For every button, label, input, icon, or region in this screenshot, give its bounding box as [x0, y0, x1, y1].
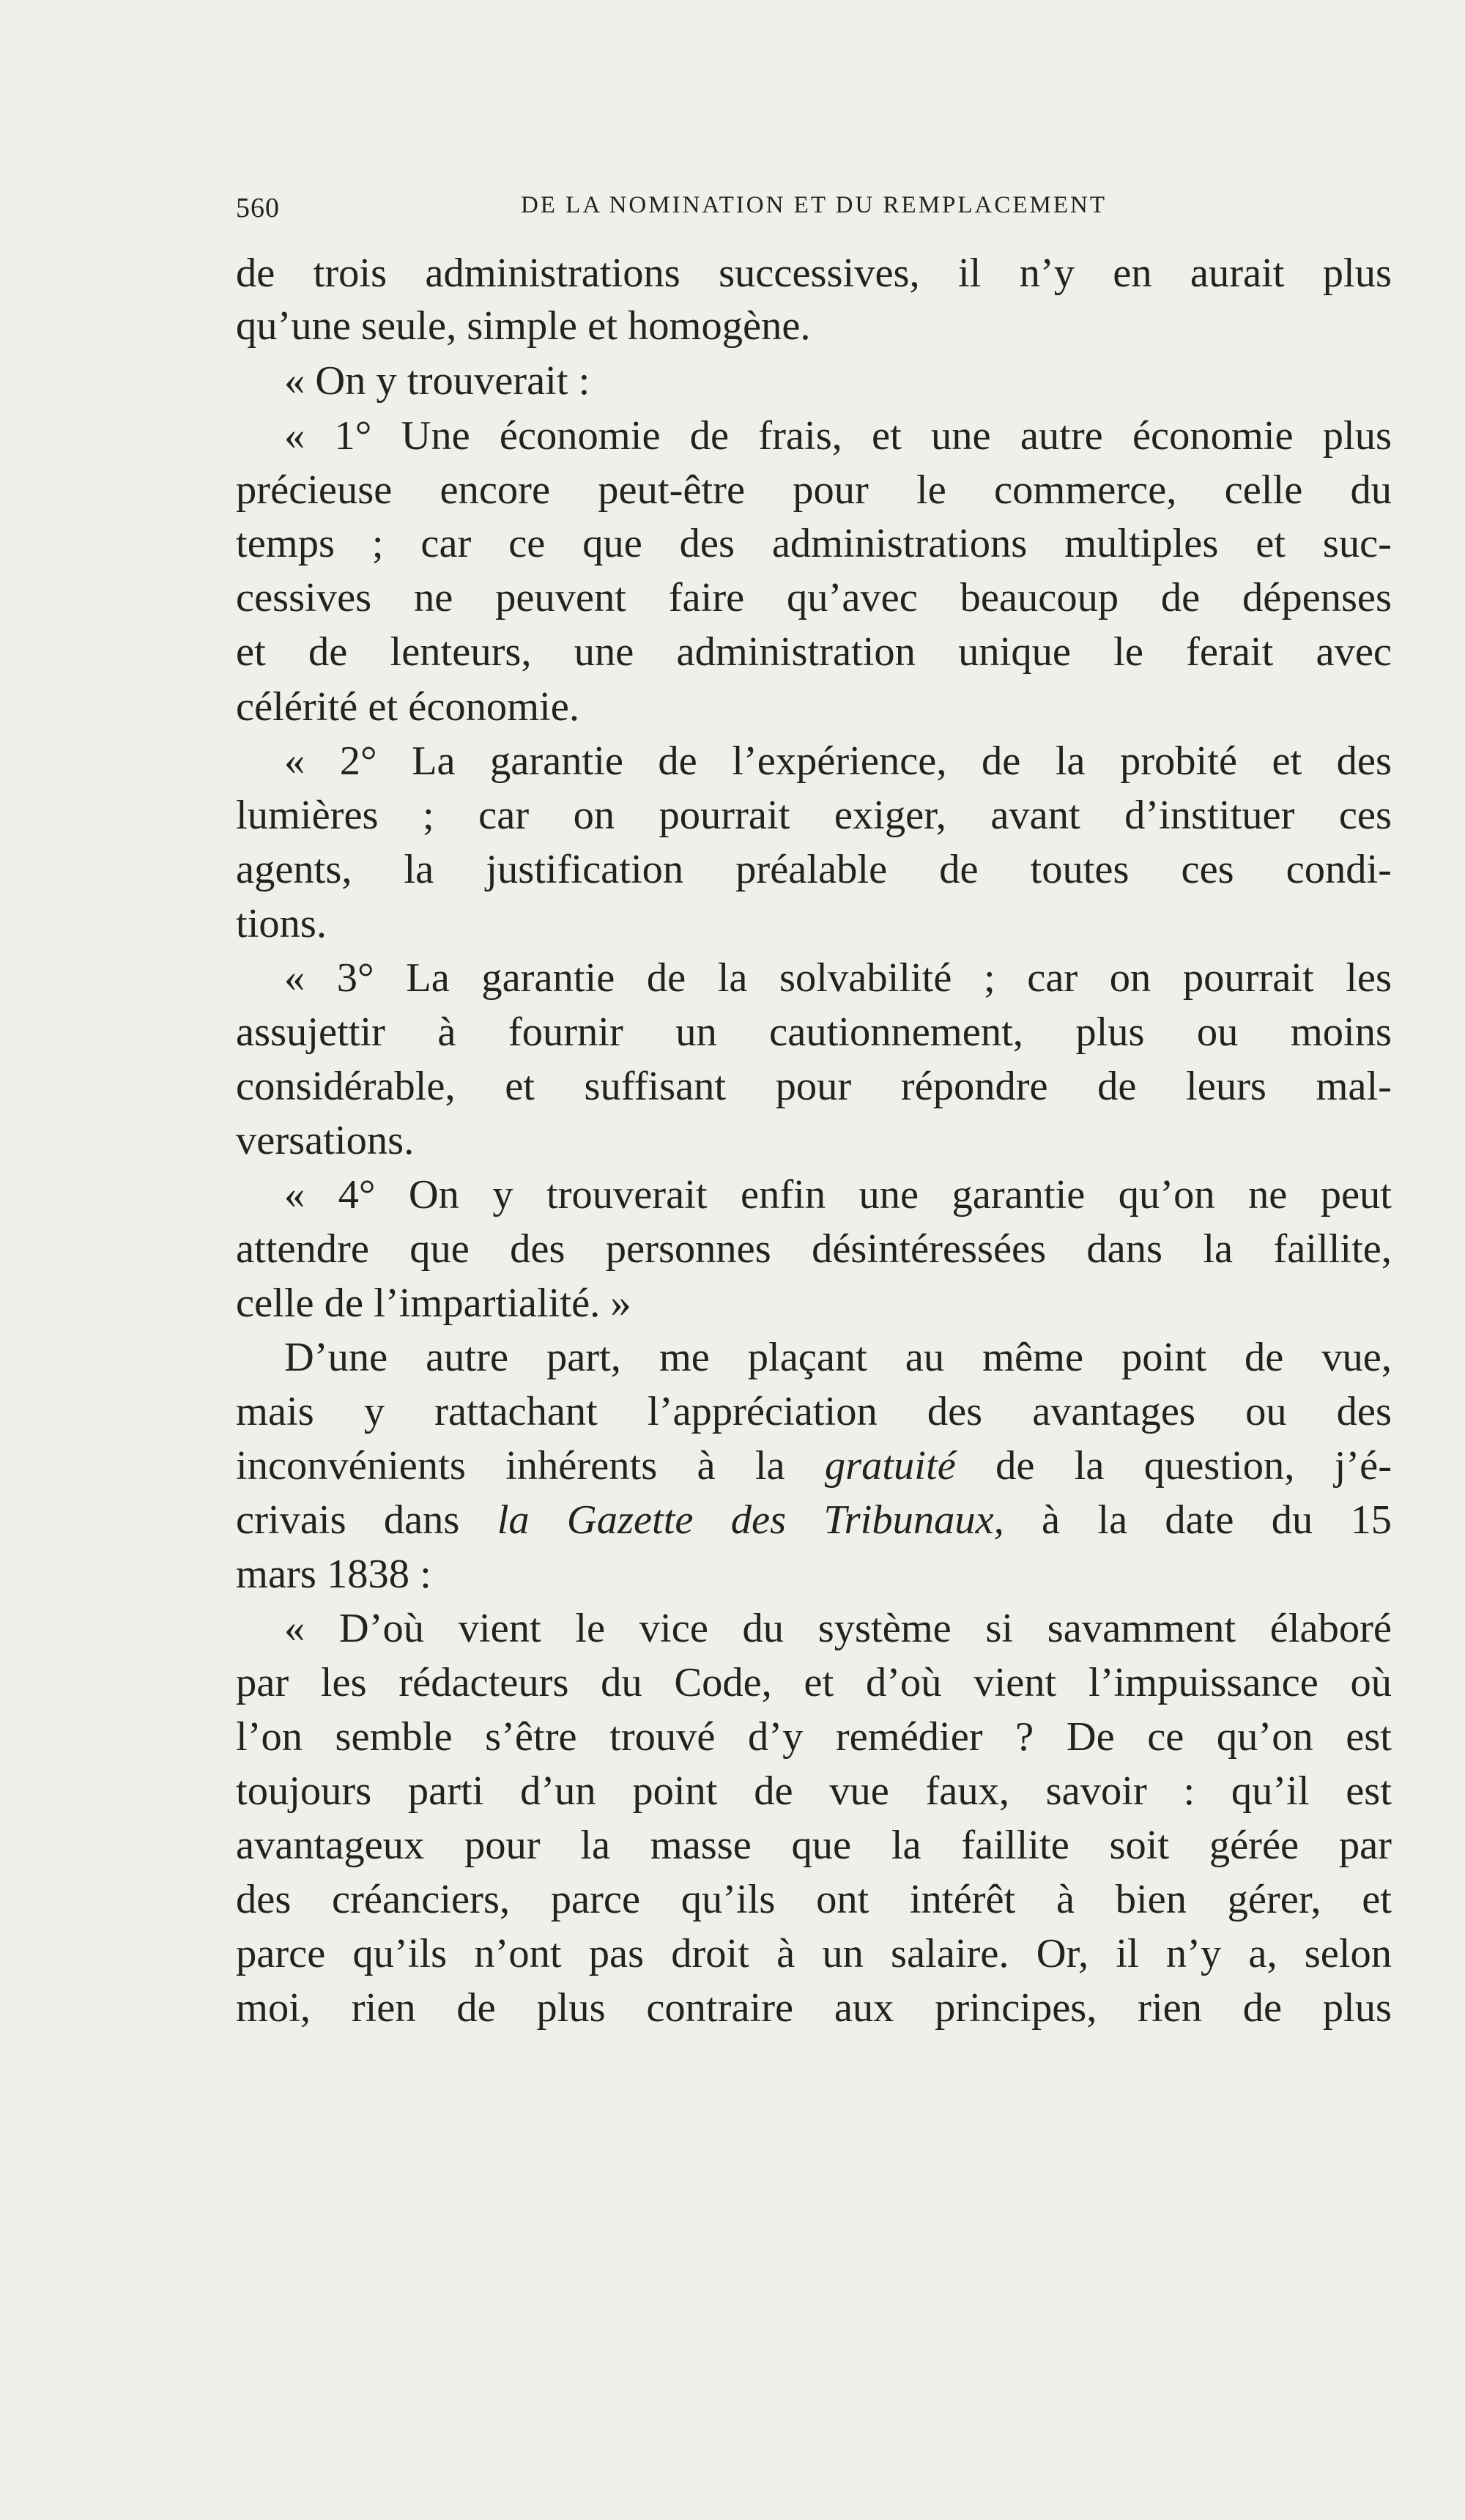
text-line: tions.	[236, 901, 327, 946]
text-line: avantageux pour la masse que la faillite soit gérée par	[236, 1823, 1392, 1868]
text-line: « D’où vient le vice du système si savamment élaboré	[284, 1606, 1392, 1651]
text-line: l’on semble s’être trouvé d’y remédier ? De ce qu’on est	[236, 1714, 1392, 1760]
text-line: précieuse encore peut-être pour le commerce, celle du	[236, 467, 1392, 513]
text-segment: crivais dans	[236, 1497, 460, 1543]
text-line: célérité et économie.	[236, 684, 579, 730]
text-line: mars 1838 :	[236, 1552, 431, 1597]
text-line: « 4° On y trouverait enfin une garantie qu’on ne peut	[284, 1172, 1392, 1218]
text-line: « 1° Une économie de frais, et une autre économie plus	[284, 413, 1392, 459]
running-head: DE LA NOMINATION ET DU REMPLACEMENT	[520, 192, 1108, 218]
italic-title: la Gazette des Tribunaux,	[497, 1497, 1004, 1543]
text-line: « 3° La garantie de la solvabilité ; car on pourrait les	[284, 955, 1392, 1001]
text-line	[236, 1440, 1392, 1491]
text-line: temps ; car ce que des administrations multiples et suc-	[236, 521, 1392, 566]
text-line: cessives ne peuvent faire qu’avec beaucoup de dépenses	[236, 575, 1392, 620]
text-line: et de lenteurs, une administration unique le ferait avec	[236, 629, 1392, 675]
text-line: « 2° La garantie de l’expérience, de la probité et des	[284, 738, 1392, 784]
text-line: assujettir à fournir un cautionnement, plus ou moins	[236, 1009, 1392, 1055]
text-line	[236, 1494, 1392, 1546]
text-line: moi, rien de plus contraire aux principes, rien de plus	[236, 1985, 1392, 2031]
text-line: de trois administrations successives, il n’y en aurait plus	[236, 251, 1392, 296]
text-line: parce qu’ils n’ont pas droit à un salaire. Or, il n’y a, selon	[236, 1931, 1392, 1976]
page-number: 560	[236, 193, 280, 223]
text-line: des créanciers, parce qu’ils ont intérêt à bien gérer, et	[236, 1877, 1392, 1922]
text-line: toujours parti d’un point de vue faux, savoir : qu’il est	[236, 1768, 1392, 1814]
text-line: par les rédacteurs du Code, et d’où vient l’impuissance où	[236, 1660, 1392, 1705]
text-line: lumières ; car on pourrait exiger, avant d’instituer ces	[236, 793, 1392, 838]
text-line: celle de l’impartialité. »	[236, 1281, 631, 1326]
text-line: mais y rattachant l’appréciation des avantages ou des	[236, 1389, 1392, 1434]
text-line: versations.	[236, 1118, 415, 1163]
text-line: agents, la justification préalable de toutes ces condi-	[236, 847, 1392, 892]
text-line: considérable, et suffisant pour répondre de leurs mal-	[236, 1064, 1392, 1109]
text-segment: j’é-	[1334, 1443, 1392, 1489]
text-segment: inconvénients inhérents à la	[236, 1443, 785, 1489]
page-header	[236, 192, 1392, 229]
text-segment: de la question,	[995, 1443, 1295, 1489]
italic-term: gratuité	[824, 1443, 956, 1489]
text-line: attendre que des personnes désintéressées dans la faillite,	[236, 1226, 1392, 1272]
text-segment: à la date du 15	[1042, 1497, 1392, 1543]
text-line: « On y trouverait :	[284, 358, 590, 404]
text-line: D’une autre part, me plaçant au même point de vue,	[284, 1335, 1392, 1380]
text-line: qu’une seule, simple et homogène.	[236, 303, 811, 349]
